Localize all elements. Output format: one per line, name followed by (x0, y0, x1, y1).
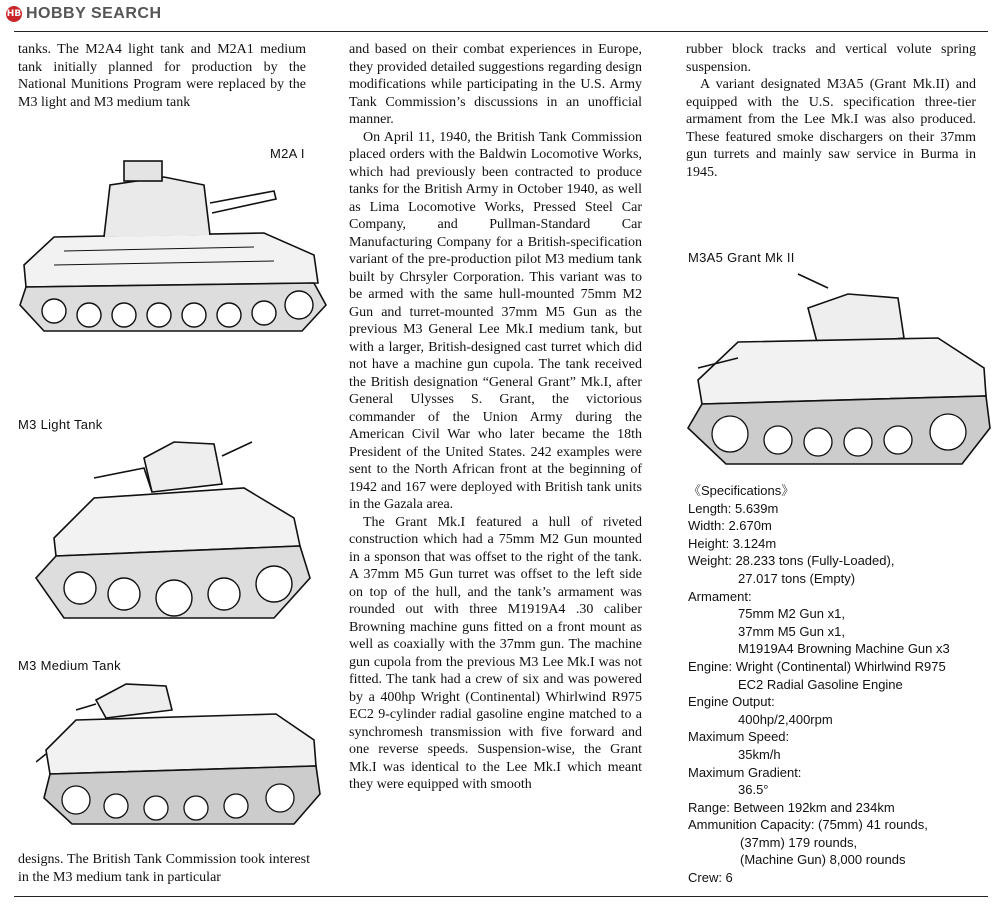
spec-weight-loaded: Weight: 28.233 tons (Fully-Loaded), (688, 553, 895, 569)
specs-heading: 《Specifications》 (688, 483, 795, 498)
logo-badge: HB (6, 6, 22, 22)
site-logo[interactable] (6, 4, 162, 24)
top-rule (14, 31, 988, 32)
logo-text: HOBBY SEARCH (26, 5, 162, 22)
column-2-text (349, 41, 642, 794)
m3-medium-tank-illustration (36, 670, 322, 830)
specifications-block (688, 482, 988, 887)
spec-weight-empty: 27.017 tons (Empty) (738, 570, 856, 586)
spec-gradient-value: 36.5° (738, 782, 769, 798)
spec-crew: Crew: 6 (688, 870, 733, 886)
spec-output-label: Engine Output: (688, 694, 775, 710)
spec-length: Length: 5.639m (688, 500, 779, 516)
spec-gradient-label: Maximum Gradient: (688, 764, 802, 780)
bottom-rule (14, 896, 988, 897)
caption-m3a5: M3A5 Grant Mk II (688, 250, 795, 265)
spec-output-value: 400hp/2,400rpm (738, 711, 833, 727)
column-3-paragraph-2: A variant designated M3A5 (Grant Mk.II) and equipped with the U.S. specification three-tier armament from the Lee Mk.I was also produced. These featured smoke dischargers on their 37mm gun turrets and mainly saw service in Burma in 1945. (686, 77, 976, 180)
column-1-paragraph: tanks. The M2A4 light tank and M2A1 medium tank initially planned for production by the National Munitions Program were replaced by the M3 light and M3 medium tank (18, 42, 306, 110)
spec-armament-mg: M1919A4 Browning Machine Gun x3 (738, 641, 950, 657)
spec-ammo-37mm: (37mm) 179 rounds, (740, 834, 858, 850)
spec-ammo-75mm: Ammunition Capacity: (75mm) 41 rounds, (688, 817, 928, 833)
spec-engine-type: EC2 Radial Gasoline Engine (738, 676, 903, 692)
spec-speed-label: Maximum Speed: (688, 729, 790, 745)
column-2-paragraph-3: The Grant Mk.I featured a hull of riveted construction which had a 75mm M2 Gun mounted in a sponson that was offset to the right of the tank. A 37mm M5 Gun turret was offset to the left side on top of the hull, and the tank’s armament was rounded out with three M1919A4 .30 caliber Browning machine guns fitted on a front mount as well as coaxially with the 37mm gun. The machine gun cupola from the previous M3 Lee Mk.I was not fitted. The tank had a crew of six and was powered by a 400hp Wright (Continental) Whirlwind R975 EC2 9-cylinder radial gasoline engine matched to a synchromesh transmission with five forward and one reverse speeds. Suspension-wise, the Grant Mk.I was identical to the Lee Mk.I which meant they were equipped with smooth (349, 514, 642, 792)
spec-width: Width: 2.670m (688, 518, 772, 534)
m3-light-tank-illustration (24, 428, 314, 633)
m2a1-tank-illustration (14, 155, 330, 345)
column-1-paragraph-bottom: designs. The British Tank Commission took interest in the M3 medium tank in particular (18, 852, 310, 885)
caption-m3-medium: M3 Medium Tank (18, 658, 121, 673)
m3a5-grant-tank-illustration (678, 268, 996, 473)
spec-speed-value: 35km/h (738, 746, 781, 762)
spec-armament-label: Armament: (688, 588, 752, 604)
spec-range: Range: Between 192km and 234km (688, 799, 895, 815)
spec-armament-75mm: 75mm M2 Gun x1, (738, 606, 845, 622)
column-1-text-top (18, 41, 306, 111)
spec-height: Height: 3.124m (688, 535, 777, 551)
spec-armament-37mm: 37mm M5 Gun x1, (738, 623, 845, 639)
caption-m2a1: M2A I (270, 146, 305, 161)
column-2-paragraph-2: On April 11, 1940, the British Tank Commission placed orders with the Baldwin Locomotive Works, which had previously been contracted to produce tanks for the British Army in October 1940, as well as Lima Locomotive Works, Pressed Steel Car Company, and Pullman-Standard Car Manufacturing Company for a British-specification variant of the pre-production pilot M3 medium tank built by Chrsyler Corporation. This variant was to be armed with the same hull-mounted 75mm M2 Gun and turret-mounted 37mm M5 Gun as the previous M3 General Lee Mk.I medium tank, but with a larger, British-designed cast turret which did not have a machine gun cupola. The tank received the British designation “General Grant” Mk.I, after General Ulysses S. Grant, the victorious commander of the Union Army during the American Civil War who later became the 18th President of the United States. 242 examples were sent to the North African front at the beginning of 1942 and 167 were deployed with British tank units in the Gazala area. (349, 129, 642, 512)
column-3-paragraph-1: rubber block tracks and vertical volute spring suspension. (686, 42, 976, 75)
caption-m3-light: M3 Light Tank (18, 417, 103, 432)
spec-engine: Engine: Wright (Continental) Whirlwind R975 (688, 658, 946, 674)
spec-ammo-mg: (Machine Gun) 8,000 rounds (740, 852, 906, 868)
column-3-text (686, 41, 976, 181)
column-2-paragraph-1: and based on their combat experiences in Europe, they provided detailed suggestions regarding design modifications while participating in the U.S. Army Tank Commission’s discussions in an unofficial manner. (349, 42, 642, 127)
column-1-text-bottom (18, 851, 310, 886)
